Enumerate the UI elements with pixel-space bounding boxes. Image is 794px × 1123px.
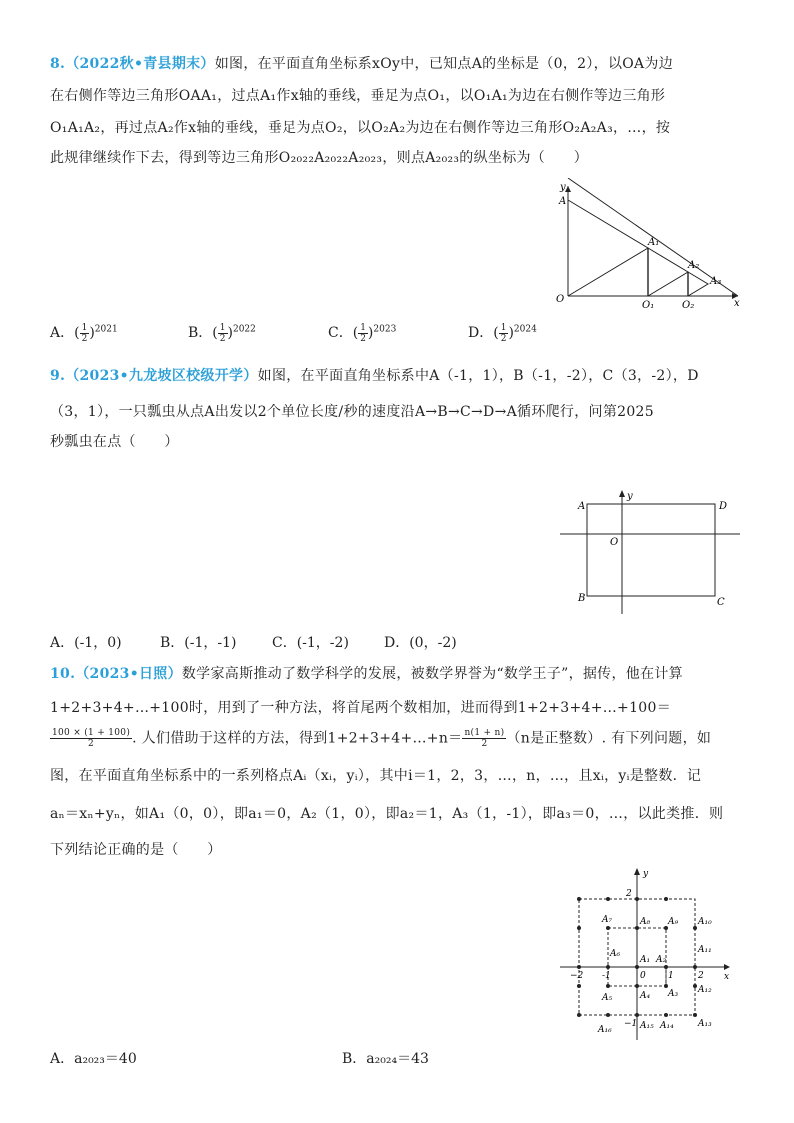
- q9-label-d: D: [719, 501, 728, 512]
- q10-label-a1: A₁: [640, 955, 651, 965]
- q10-gauss-den: 2: [88, 739, 95, 749]
- q10-line-2: 1+2+3+4+…+100时，用到了一种方法，将首尾两个数相加，进而得到1+2+3+4+…+100＝: [50, 700, 672, 716]
- q9-option-a[interactable]: A．(-1，0): [50, 635, 122, 651]
- q10-label-a16: A₁₆: [598, 1025, 612, 1035]
- q8-option-d-num: 1: [500, 322, 507, 333]
- q9-line-1: [50, 366, 699, 386]
- q10-sum-fraction: [462, 728, 506, 749]
- q10-gauss-num: 100 × (1 + 100): [52, 728, 131, 738]
- q8-label-a: A: [559, 196, 567, 207]
- q8-heading: 8.（2022秋•青县期末）: [50, 56, 215, 72]
- q10-text-3a: . 人们借助于这样的方法，得到1+2+3+4+…+n＝: [132, 730, 463, 747]
- q10-label-x: x: [724, 972, 730, 982]
- q8-option-d-den: 2: [500, 333, 507, 344]
- q9-option-b[interactable]: B．(-1，-1): [160, 635, 237, 651]
- q10-tick-0: 0: [640, 971, 646, 981]
- q10-line-5: aₙ＝xₙ+yₙ，如A₁（0，0），即a₁＝0，A₂（1，0），即a₂＝1，A₃（1，-1），即a₃＝0，…，以此类推．则: [50, 806, 724, 822]
- q8-label-a3: A₃: [710, 276, 722, 287]
- q8-option-b-exp: 2022: [232, 324, 256, 335]
- q10-line-1: [50, 664, 683, 684]
- q10-label-a12: A₁₂: [698, 985, 712, 995]
- q8-figure: [548, 178, 748, 310]
- q10-label-a9: A₉: [668, 917, 679, 927]
- q10-figure: [556, 866, 756, 1042]
- q8-option-a-den: 2: [81, 333, 88, 344]
- q10-tick-m2: −2: [570, 971, 584, 981]
- q8-option-d[interactable]: D．( $\frac{1}{2}$ )$^{2024}$: [468, 322, 537, 344]
- q9-label-c: C: [717, 597, 725, 608]
- q10-label-a13: A₁₃: [698, 1019, 712, 1029]
- q10-tick-ym1: −1: [624, 1019, 638, 1029]
- q10-label-a8: A₈: [640, 917, 651, 927]
- q9-label-a: A: [578, 501, 586, 512]
- q9-label-y: y: [627, 491, 633, 502]
- q9-option-c[interactable]: C．(-1，-2): [272, 635, 349, 651]
- q10-tick-1: 1: [668, 971, 674, 981]
- q8-option-a-label: A．: [50, 325, 75, 341]
- q10-label-a11: A₁₁: [698, 945, 712, 955]
- q8-option-b-num: 1: [219, 322, 226, 333]
- q10-option-b[interactable]: B．a₂₀₂₄＝43: [342, 1051, 429, 1067]
- q8-option-b-den: 2: [219, 333, 226, 344]
- q10-label-a7: A₇: [602, 915, 613, 925]
- q8-text-1: 如图，在平面直角坐标系xOy中，已知点A的坐标是（0，2），以OA为边: [214, 56, 674, 72]
- q10-label-a3: A₃: [668, 989, 679, 999]
- q10-sum-den: 2: [481, 739, 488, 749]
- q9-rectangle-abcd: [587, 504, 715, 596]
- q8-option-b-label: B．: [188, 325, 213, 341]
- q9-line-3: 秒瓢虫在点（ ）: [50, 434, 179, 450]
- q10-heading: 10.（2023•日照）: [50, 666, 182, 682]
- q8-label-o2: O₂: [682, 300, 695, 310]
- q9-label-o: O: [610, 537, 619, 548]
- q10-label-a6: A₆: [610, 949, 621, 959]
- q10-line-6: 下列结论正确的是（ ）: [50, 842, 222, 858]
- q8-option-c-den: 2: [360, 333, 366, 344]
- q10-label-a14: A₁₄: [660, 1021, 674, 1031]
- q8-option-c-label: C．: [328, 325, 353, 341]
- q8-option-c-num: 1: [360, 322, 366, 333]
- q10-label-a10: A₁₀: [698, 917, 712, 927]
- q9-label-b: B: [578, 593, 586, 604]
- q8-option-c[interactable]: C．( $\frac{1}{2}$ )$^{2023}$: [328, 322, 397, 344]
- q8-option-c-exp: 2023: [373, 324, 397, 335]
- q8-label-o: O: [556, 294, 565, 305]
- q9-figure: [560, 488, 750, 616]
- q8-option-d-exp: 2024: [513, 324, 537, 335]
- q10-gauss-fraction: [50, 728, 132, 749]
- q8-label-o1: O₁: [642, 300, 655, 310]
- q9-text-1: 如图，在平面直角坐标系中A（-1，1），B（-1，-2），C（3，-2），D: [257, 368, 699, 384]
- q8-label-y: y: [560, 182, 566, 193]
- q8-label-a1: A₁: [648, 237, 660, 248]
- q8-option-a[interactable]: A．( $\frac{1}{2}$ )$^{2021}$: [50, 322, 118, 344]
- q8-line-2: 在右侧作等边三角形OAA₁，过点A₁作x轴的垂线，垂足为点O₁，以O₁A₁为边在右侧作等边三角形: [50, 88, 666, 104]
- q10-sum-num: n(1 + n): [464, 728, 505, 738]
- q9-option-d[interactable]: D．(0，-2): [384, 635, 457, 651]
- q10-tick-x2: 2: [698, 971, 704, 981]
- q10-tick-y2: 2: [626, 889, 632, 899]
- q10-label-y: y: [643, 869, 649, 879]
- q10-label-a4: A₄: [640, 991, 651, 1001]
- q8-label-x: x: [734, 298, 740, 309]
- q9-heading: 9.（2023•九龙坡区校级开学）: [50, 368, 258, 384]
- q8-option-a-num: 1: [81, 322, 88, 333]
- q10-text-3b: （n是正整数）. 有下列问题，如: [506, 730, 712, 747]
- q8-option-d-label: D．: [468, 325, 494, 341]
- q8-triangle-oaa1: [568, 200, 648, 296]
- q10-label-a5: A₅: [602, 993, 613, 1003]
- q8-line-3: O₁A₁A₂，再过点A₂作x轴的垂线，垂足为点O₂，以O₂A₂为边在右侧作等边三角形O₂A₂A₃，…，按: [50, 120, 671, 136]
- q10-label-a2: A₂: [656, 955, 667, 965]
- q8-label-a2: A₂: [688, 260, 700, 271]
- q10-label-a15: A₁₅: [640, 1021, 654, 1031]
- q8-line-4: 此规律继续作下去，得到等边三角形O₂₀₂₂A₂₀₂₂A₂₀₂₃，则点A₂₀₂₃的纵坐标为（ ）: [50, 150, 589, 166]
- q10-text-1: 数学家高斯推动了数学科学的发展，被数学界誉为“数学王子”，据传，他在计算: [181, 666, 683, 682]
- q10-line-4: 图，在平面直角坐标系中的一系列格点Aᵢ（xᵢ，yᵢ），其中i＝1，2，3，…，n，…，且xᵢ，yᵢ是整数．记: [50, 768, 702, 784]
- q10-line-3: [50, 728, 711, 749]
- q9-line-2: （3，1），一只瓢虫从点A出发以2个单位长度/秒的速度沿A→B→C→D→A循环爬行，问第2025: [50, 404, 654, 420]
- q8-option-b[interactable]: B．( $\frac{1}{2}$ )$^{2022}$: [188, 322, 256, 344]
- q10-option-a[interactable]: A．a₂₀₂₃＝40: [50, 1051, 137, 1067]
- q10-tick-m1: -1: [602, 971, 611, 981]
- q8-line-1: [50, 54, 673, 74]
- q8-option-a-exp: 2021: [94, 324, 118, 335]
